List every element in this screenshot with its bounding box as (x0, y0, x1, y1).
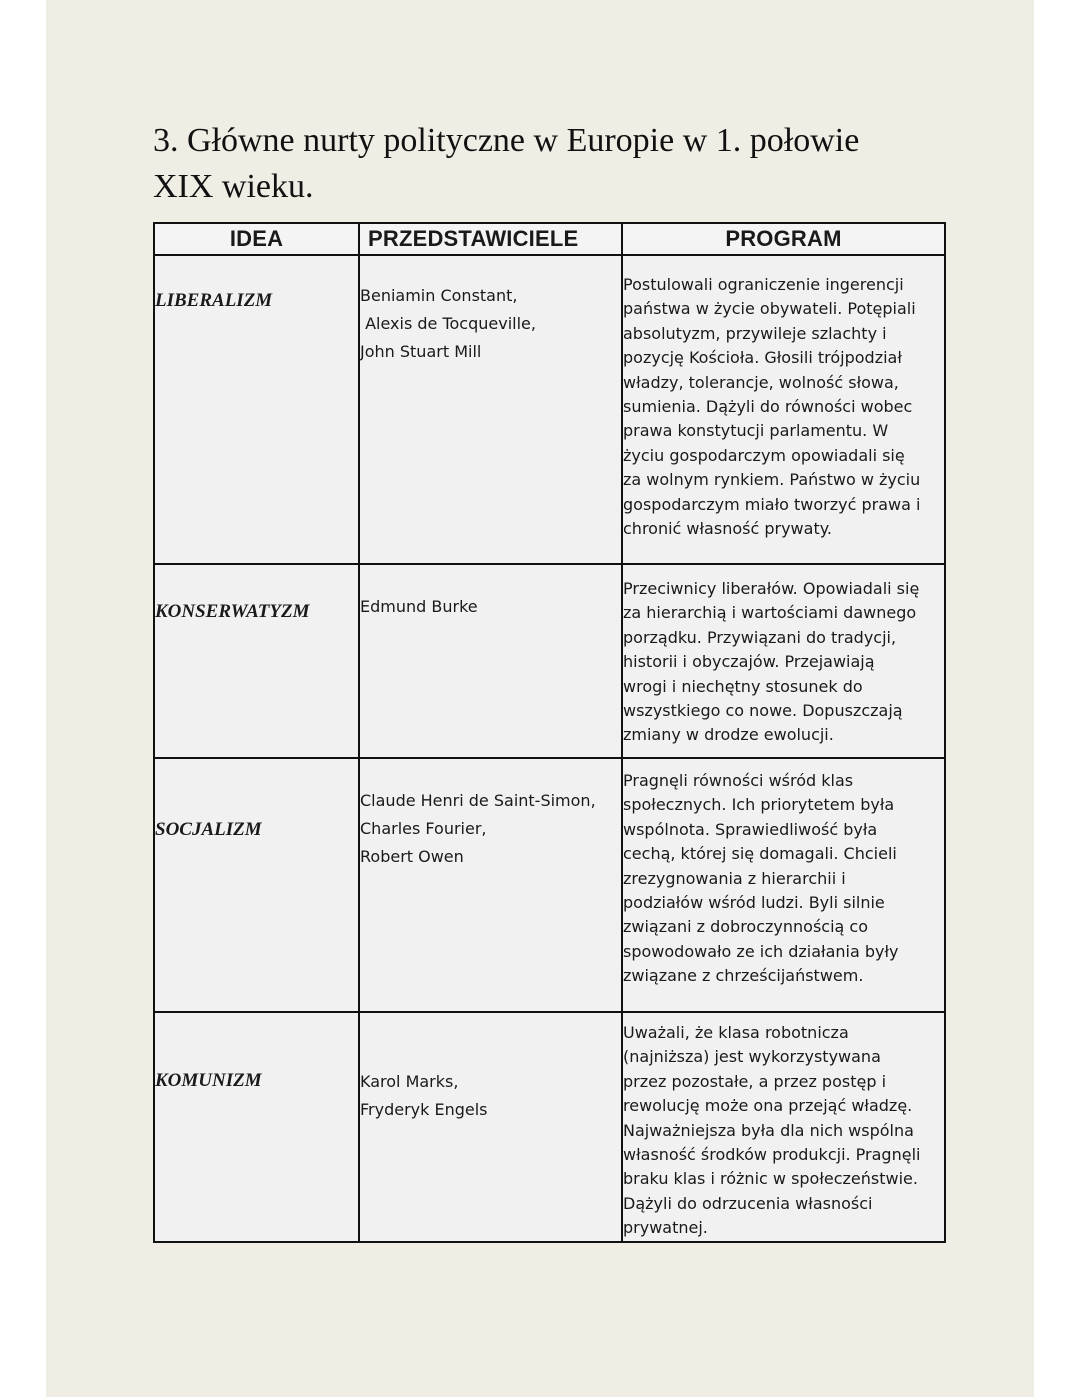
program-line: zrezygnowania z hierarchii i (623, 868, 846, 888)
idea-label: LIBERALIZM (155, 290, 273, 311)
program-line: prywatnej. (623, 1218, 708, 1238)
program-line: związani z dobroczynnością co (623, 917, 868, 937)
program-line: zmiany w drodze ewolucji. (623, 725, 834, 745)
program-line: Przeciwnicy liberałów. Opowiadali się (623, 579, 920, 598)
table-header-row (154, 223, 945, 255)
program-line: społecznych. Ich priorytetem była (623, 795, 895, 815)
program-line: chronić własność prywaty. (623, 519, 832, 539)
representative-name: Edmund Burke (360, 597, 478, 616)
table-row (154, 564, 945, 758)
program-line: cechą, której się domagali. Chcieli (623, 844, 897, 864)
program-line: za wolnym rynkiem. Państwo w życiu (623, 470, 921, 490)
representatives-cell (359, 758, 622, 1012)
program-line: gospodarczym miało tworzyć prawa i (623, 494, 921, 514)
program-cell (622, 255, 945, 564)
program-line: za hierarchią i wartościami dawnego (623, 603, 917, 623)
page-title (153, 118, 943, 210)
program-cell (622, 1012, 945, 1242)
program-line: porządku. Przywiązani do tradycji, (623, 627, 897, 647)
representative-name: Alexis de Tocqueville, (360, 314, 536, 333)
program-line: sumienia. Dążyli do równości wobec (623, 397, 913, 417)
program-line: wspólnota. Sprawiedliwość była (623, 819, 878, 839)
program-cell (622, 758, 945, 1012)
representative-name: John Stuart Mill (360, 342, 482, 361)
representative-name: Karol Marks, (360, 1072, 459, 1091)
representative-name: Robert Owen (360, 847, 464, 866)
title-line-2: XIX wieku. (153, 168, 314, 205)
idea-cell (154, 758, 359, 1012)
program-line: Najważniejsza była dla nich wspólna (623, 1120, 914, 1140)
table-row (154, 1012, 945, 1242)
program-line: spowodowało ze ich działania były (623, 941, 899, 961)
idea-cell (154, 255, 359, 564)
program-line: państwa w życie obywateli. Potępiali (623, 299, 916, 319)
title-line-1: 3. Główne nurty polityczne w Europie w 1. połowie (153, 122, 860, 159)
political-ideas-table (153, 222, 946, 1243)
representatives-cell (359, 564, 622, 758)
table-row (154, 255, 945, 564)
program-line: Pragnęli równości wśród klas (623, 771, 854, 790)
idea-label: KONSERWATYZM (155, 601, 310, 622)
program-line: braku klas i różnic w społeczeństwie. (623, 1169, 918, 1189)
representative-name: Claude Henri de Saint-Simon, (360, 791, 596, 810)
program-line: własność środków produkcji. Pragnęli (623, 1145, 921, 1165)
header-representatives: PRZEDSTAWICIELE (359, 223, 622, 255)
program-line: przez pozostałe, a przez postęp i (623, 1071, 887, 1091)
idea-label: KOMUNIZM (155, 1070, 262, 1091)
idea-label: SOCJALIZM (155, 819, 262, 840)
program-cell (622, 564, 945, 758)
program-line: wszystkiego co nowe. Dopuszczają (623, 701, 903, 721)
program-line: związane z chrześcijaństwem. (623, 966, 864, 986)
idea-cell (154, 1012, 359, 1242)
program-line: Postulowali ograniczenie ingerencji (623, 275, 904, 294)
program-line: wrogi i niechętny stosunek do (623, 676, 863, 696)
program-line: (najniższa) jest wykorzystywana (623, 1047, 881, 1067)
representative-name: Charles Fourier, (360, 819, 487, 838)
program-line: pozycję Kościoła. Głosili trójpodział (623, 348, 902, 368)
program-line: podziałów wśród ludzi. Byli silnie (623, 893, 885, 913)
header-idea: IDEA (154, 223, 359, 255)
representative-name: Beniamin Constant, (360, 286, 518, 305)
program-line: rewolucję może ona przejąć władzę. (623, 1096, 913, 1116)
representatives-cell (359, 1012, 622, 1242)
header-program: PROGRAM (622, 223, 945, 255)
table-row (154, 758, 945, 1012)
program-line: Uważali, że klasa robotnicza (623, 1023, 849, 1042)
program-line: absolutyzm, przywileje szlachty i (623, 323, 887, 343)
representative-name: Fryderyk Engels (360, 1100, 488, 1119)
idea-cell (154, 564, 359, 758)
representatives-cell (359, 255, 622, 564)
program-line: prawa konstytucji parlamentu. W (623, 421, 889, 441)
program-line: życiu gospodarczym opowiadali się (623, 445, 905, 465)
program-line: historii i obyczajów. Przejawiają (623, 652, 875, 672)
program-line: Dążyli do odrzucenia własności (623, 1193, 873, 1213)
program-line: władzy, tolerancje, wolność słowa, (623, 372, 899, 392)
